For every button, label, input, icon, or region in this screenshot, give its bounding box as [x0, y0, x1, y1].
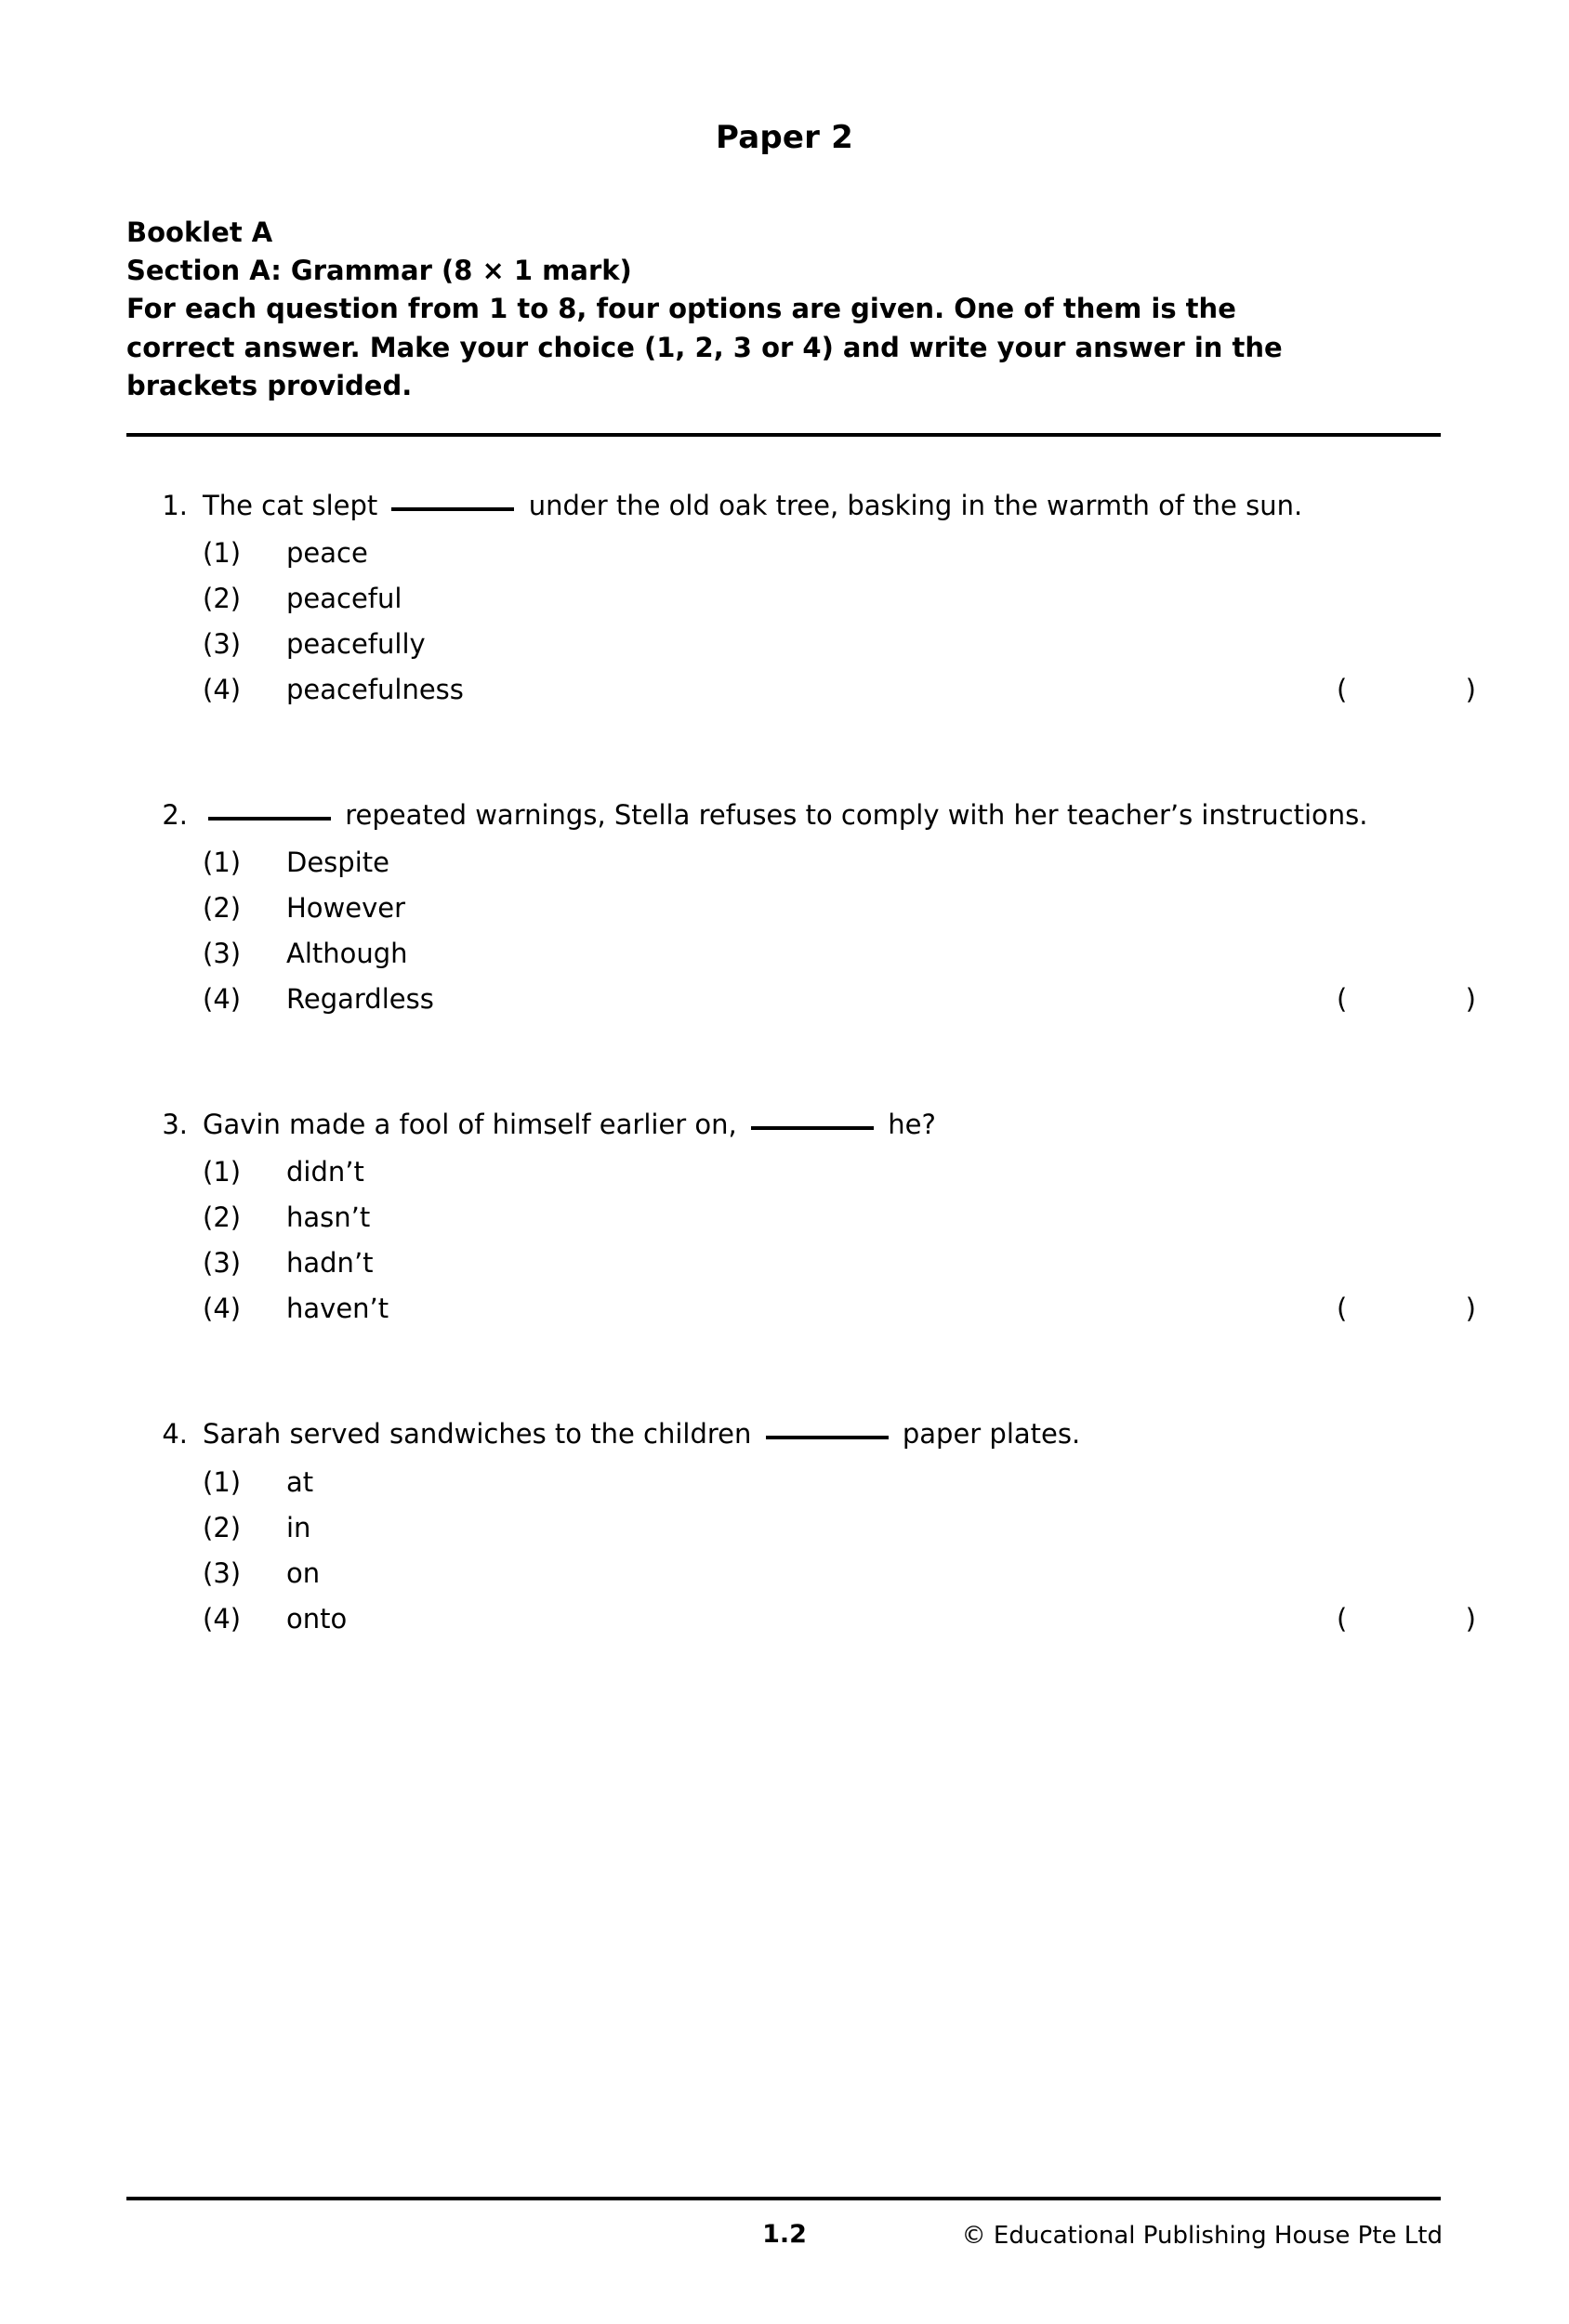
options-list [139, 842, 1476, 1024]
answer-blank [391, 507, 514, 511]
option-label: (3) [203, 938, 242, 970]
section-label: Section A: Grammar (8 × 1 mark) [126, 255, 632, 287]
option-text: onto [286, 1602, 348, 1635]
question-item [0, 487, 1569, 715]
stem-text-after: he? [888, 1109, 936, 1141]
option-label: (3) [203, 628, 242, 661]
option-text: Although [286, 938, 408, 970]
option-label: (4) [203, 1293, 242, 1325]
option-item[interactable] [203, 669, 1476, 715]
option-item[interactable] [203, 532, 1476, 578]
question-item [0, 796, 1569, 1024]
option-item[interactable] [203, 933, 1476, 978]
stem-text-before: The cat slept [203, 489, 378, 521]
option-text: in [286, 1511, 311, 1543]
options-list [139, 532, 1476, 715]
option-item[interactable] [203, 1553, 1476, 1598]
option-item[interactable] [203, 887, 1476, 933]
question-stem [139, 796, 1476, 834]
instructions-line-2: correct answer. Make your choice (1, 2, 3 or 4) and write your answer in the [126, 331, 1283, 363]
bracket-right: ) [1465, 1293, 1476, 1325]
questions-list [0, 487, 1569, 1644]
booklet-label: Booklet A [126, 217, 273, 248]
answer-blank [766, 1436, 889, 1439]
option-item[interactable] [203, 1151, 1476, 1197]
option-label: (2) [203, 1511, 242, 1543]
option-text: peaceful [286, 583, 402, 615]
question-stem [139, 1106, 1476, 1144]
stem-text-after: under the old oak tree, basking in the warmth of the sun. [528, 489, 1303, 521]
bracket-right: ) [1465, 983, 1476, 1016]
instructions-block [126, 214, 1476, 405]
exam-page [0, 119, 1569, 2324]
question-number: 1. [162, 489, 188, 521]
option-item[interactable] [203, 1462, 1476, 1507]
bracket-left: ( [1337, 674, 1348, 706]
option-label: (2) [203, 583, 242, 615]
page-title: Paper 2 [715, 119, 853, 156]
option-label: (3) [203, 1556, 242, 1589]
option-text: hadn’t [286, 1247, 374, 1280]
stem-text-after: paper plates. [902, 1418, 1081, 1451]
option-label: (2) [203, 892, 242, 925]
answer-blank [208, 817, 331, 821]
option-text: Despite [286, 847, 389, 879]
header-divider [126, 433, 1441, 437]
option-text: Regardless [286, 983, 434, 1016]
page-number: 1.2 [762, 2220, 807, 2249]
option-text: hasn’t [286, 1201, 371, 1234]
bracket-left: ( [1337, 1602, 1348, 1635]
option-label: (1) [203, 537, 242, 570]
option-text: peace [286, 537, 368, 570]
option-label: (3) [203, 1247, 242, 1280]
option-text: at [286, 1465, 314, 1498]
option-label: (1) [203, 1465, 242, 1498]
option-label: (4) [203, 1602, 242, 1635]
bracket-left: ( [1337, 983, 1348, 1016]
option-item[interactable] [203, 1197, 1476, 1242]
option-label: (4) [203, 983, 242, 1016]
option-text: However [286, 892, 406, 925]
question-stem [139, 1415, 1476, 1453]
option-label: (1) [203, 1156, 242, 1188]
question-number: 3. [162, 1109, 188, 1141]
option-item[interactable] [203, 1598, 1476, 1644]
bracket-right: ) [1465, 674, 1476, 706]
option-item[interactable] [203, 842, 1476, 887]
option-item[interactable] [203, 624, 1476, 669]
instructions-line-1: For each question from 1 to 8, four options are given. One of them is the [126, 293, 1236, 325]
stem-text-before: Gavin made a fool of himself earlier on, [203, 1109, 737, 1141]
answer-blank [751, 1126, 874, 1130]
question-number: 2. [162, 799, 188, 832]
question-item [0, 1415, 1569, 1643]
stem-text-after: repeated warnings, Stella refuses to comply with her teacher’s instructions. [345, 799, 1368, 832]
options-list [139, 1151, 1476, 1333]
instructions-line-3: brackets provided. [126, 369, 413, 401]
footer-divider [126, 2197, 1441, 2200]
option-item[interactable] [203, 1507, 1476, 1553]
page-footer [126, 2220, 1443, 2257]
option-label: (2) [203, 1201, 242, 1234]
bracket-left: ( [1337, 1293, 1348, 1325]
stem-text-before: Sarah served sandwiches to the children [203, 1418, 752, 1451]
copyright-notice: © Educational Publishing House Pte Ltd [961, 2222, 1443, 2250]
option-label: (1) [203, 847, 242, 879]
bracket-right: ) [1465, 1602, 1476, 1635]
question-number: 4. [162, 1418, 188, 1451]
option-text: haven’t [286, 1293, 389, 1325]
options-list [139, 1462, 1476, 1644]
option-text: on [286, 1556, 321, 1589]
question-stem [139, 487, 1476, 525]
option-label: (4) [203, 674, 242, 706]
option-text: didn’t [286, 1156, 364, 1188]
option-item[interactable] [203, 1288, 1476, 1333]
option-item[interactable] [203, 978, 1476, 1024]
option-text: peacefulness [286, 674, 464, 706]
question-item [0, 1106, 1569, 1333]
option-text: peacefully [286, 628, 426, 661]
option-item[interactable] [203, 1242, 1476, 1288]
option-item[interactable] [203, 578, 1476, 624]
